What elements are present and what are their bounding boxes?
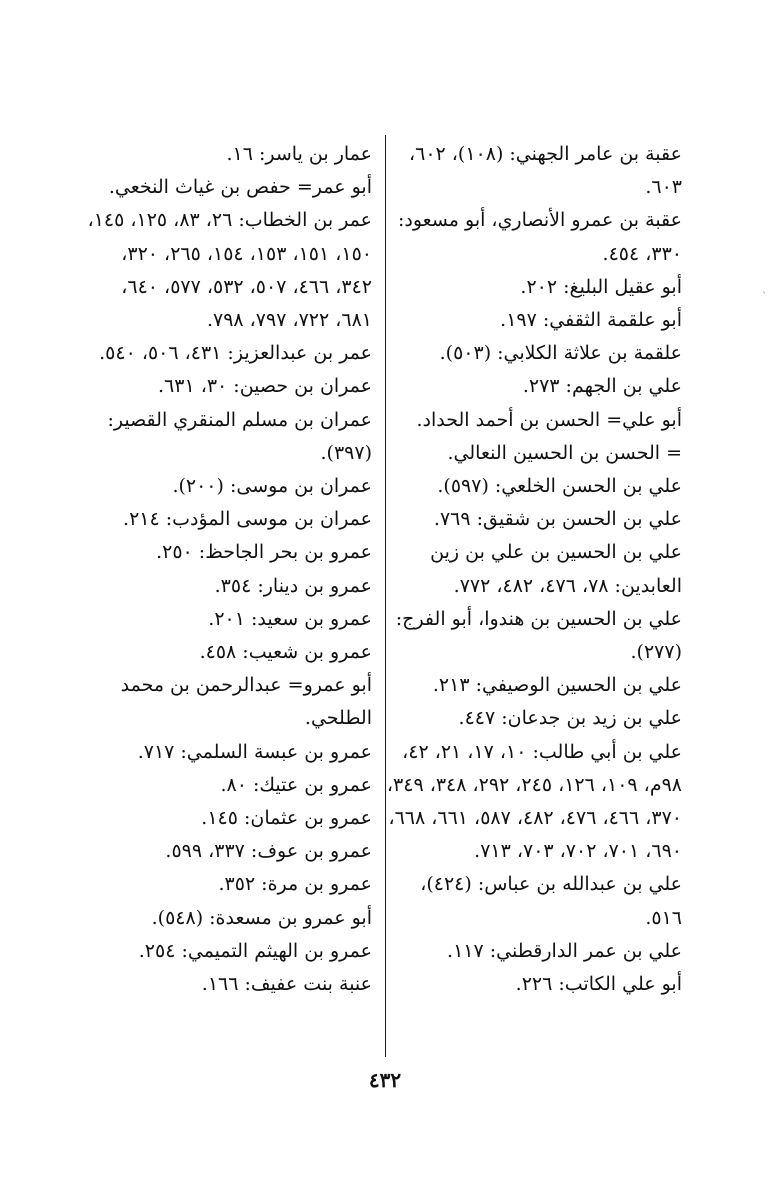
index-entry: علي بن زيد بن جدعان: ٤٤٧.	[458, 707, 682, 730]
index-entry: عمرو بن بحر الجاحظ: ٢٥٠.	[156, 541, 372, 564]
page-number: ٤٣٢	[368, 1068, 402, 1092]
index-entry: عقبة بن عامر الجهني: (١٠٨)، ٦٠٢، ٦٠٣.	[408, 143, 682, 199]
index-entry: عمرو بن مرة: ٣٥٢.	[218, 873, 372, 896]
index-entry: عمرو بن الهيثم التميمي: ٢٥٤.	[138, 939, 372, 962]
index-entry: عمار بن ياسر: ١٦.	[226, 143, 372, 165]
index-entry: أبو علي الكاتب: ٢٢٦.	[515, 973, 682, 996]
index-entry: أبو عمرو= عبدالرحمن بن محمد الطلحي.	[120, 674, 372, 730]
index-entry: عمر بن الخطاب: ٢٦، ٨٣، ١٢٥، ١٤٥، ١٥٠، ١٥١، ١٥٣، ١٥٤، ٢٦٥، ٣٢٠، ٣٤٢، ٤٦٦، ٥٠٧، ٥٣٢، ٥٧٧، ٦٤٠، ٦٨١، ٧٢٢، ٧٩٧، ٧٩٨.	[87, 209, 372, 332]
index-entry: علي بن الحسين بن هندوا، أبو الفرج: (٢٧٧).	[395, 607, 682, 664]
index-entry: علي بن الحسين الوصيفي: ٢١٣.	[432, 674, 682, 697]
index-entry: عمرو بن عوف: ٣٣٧، ٥٩٩.	[165, 840, 372, 863]
margin-mark: `	[762, 292, 767, 303]
index-entry: عنبة بنت عفيف: ١٦٦.	[201, 973, 372, 996]
index-entry: أبو عمرو بن مسعدة: (٥٤٨).	[151, 906, 372, 929]
index-entry: عمرو بن عبسة السلمي: ٧١٧.	[137, 740, 372, 763]
index-entry: علي بن الحسين بن علي بن زين العابدين: ٧٨، ٤٧٦، ٤٨٢، ٧٧٢.	[430, 541, 682, 597]
index-entry: أبو علي= الحسن بن أحمد الحداد.	[416, 408, 682, 431]
right-column	[380, 138, 682, 1001]
index-entry: = الحسن بن الحسين النعالي.	[447, 441, 682, 464]
index-entry: عمران بن موسى المؤدب: ٢١٤.	[123, 508, 372, 531]
index-entry: عمرو بن عتيك: ٨٠.	[220, 773, 372, 796]
index-entry: عقبة بن عمرو الأنصاري، أبو مسعود: ٣٣٠، ٤٥٤.	[398, 209, 682, 265]
index-entry: علي بن أبي طالب: ١٠، ١٧، ٢١، ٤٢، ٩٨م، ١٠٩، ١٢٦، ٢٤٥، ٢٩٢، ٣٤٨، ٣٤٩، ٣٧٠، ٤٦٦، ٤٧٦، ٤٨٢، ٥٨٧، ٦٦١، ٦٦٨، ٦٩٠، ٧٠١، ٧٠٢، ٧٠٣، ٧١٣.	[386, 740, 682, 863]
index-entry: علي بن الجهم: ٢٧٣.	[522, 375, 682, 398]
index-entry: عمرو بن شعيب: ٤٥٨.	[199, 641, 372, 664]
index-entry: عمرو بن عثمان: ١٤٥.	[201, 807, 372, 830]
index-entry: عمر بن عبدالعزيز: ٤٣١، ٥٠٦، ٥٤٠.	[99, 342, 372, 365]
index-entry: أبو عقيل البليغ: ٢٠٢.	[520, 275, 682, 298]
index-entry: أبو عمر= حفص بن غياث النخعي.	[108, 176, 372, 199]
column-divider	[385, 135, 386, 1057]
index-entry: علي بن عمر الدارقطني: ١١٧.	[447, 939, 682, 962]
index-entry: عمرو بن دينار: ٣٥٤.	[214, 574, 372, 597]
index-entry: علي بن عبدالله بن عباس: (٤٢٤)، ٥١٦.	[420, 873, 682, 929]
index-entry: علي بن الحسن بن شقيق: ٧٦٩.	[433, 508, 682, 531]
index-entry: علي بن الحسن الخلعي: (٥٩٧).	[437, 475, 682, 498]
index-entry: أبو علقمة الثقفي: ١٩٧.	[500, 309, 682, 332]
index-entry: عمرو بن سعيد: ٢٠١.	[208, 607, 372, 630]
left-column	[82, 138, 372, 1001]
index-entry: عمران بن موسى: (٢٠٠).	[172, 475, 372, 498]
index-entry: عمران بن مسلم المنقري القصير: (٣٩٧).	[107, 408, 372, 464]
index-entry: عمران بن حصين: ٣٠، ٦٣١.	[158, 375, 372, 398]
index-entry: علقمة بن علاثة الكلابي: (٥٠٣).	[439, 342, 682, 365]
